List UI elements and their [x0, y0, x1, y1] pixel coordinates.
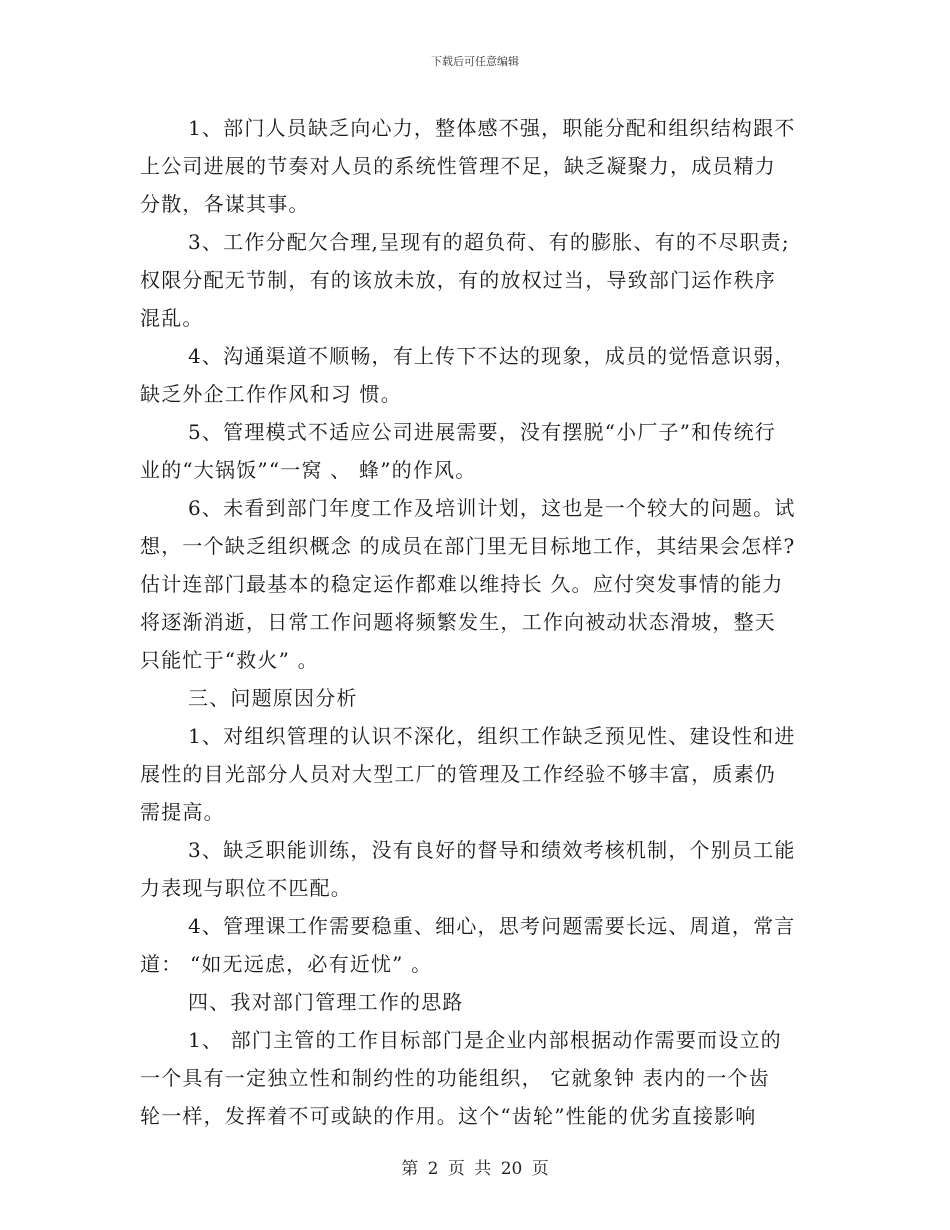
- text-line: 想，一个缺乏组织概念 的成员在部门里无目标地工作，其结果会怎样?: [140, 534, 796, 558]
- text-line: 展性的目光部分人员对大型工厂的管理及工作经验不够丰富，质素仍: [140, 762, 776, 786]
- page-footer: 第 2 页 共 20 页: [401, 1159, 549, 1179]
- text-line: 四、我对部门管理工作的思路: [188, 990, 464, 1014]
- text-line: 4、沟通渠道不顺畅，有上传下不达的现象，成员的觉悟意识弱，: [188, 344, 796, 368]
- text-line: 5、管理模式不适应公司进展需要，没有摆脱“小厂子”和传统行: [188, 420, 776, 444]
- page-header: 下载后可任意编辑: [431, 55, 519, 68]
- text-line: 力表现与职位不匹配。: [140, 876, 352, 900]
- text-line: 1、部门人员缺乏向心力，整体感不强，职能分配和组织结构跟不: [188, 116, 796, 140]
- text-line: 三、问题原因分析: [188, 686, 358, 710]
- text-line: 6、未看到部门年度工作及培训计划，这也是一个较大的问题。试: [188, 496, 796, 520]
- text-line: 轮一样，发挥着不可或缺的作用。这个“齿轮”性能的优劣直接影响: [140, 1104, 757, 1128]
- text-line: 需提高。: [140, 800, 225, 824]
- text-line: 1、 部门主管的工作目标部门是企业内部根据动作需要而设立的: [188, 1028, 782, 1052]
- text-line: 只能忙于“救火” 。: [140, 648, 319, 672]
- text-line: 权限分配无节制，有的该放未放，有的放权过当，导致部门运作秩序: [140, 268, 776, 292]
- text-line: 道： “如无远虑，必有近忧” 。: [140, 952, 433, 976]
- text-line: 4、管理课工作需要稳重、细心，思考问题需要长远、周道，常言: [188, 914, 796, 938]
- text-line: 1、对组织管理的认识不深化，组织工作缺乏预见性、建设性和进: [188, 724, 796, 748]
- text-line: 3、缺乏职能训练，没有良好的督导和绩效考核机制，个别员工能: [188, 838, 796, 862]
- text-line: 上公司进展的节奏对人员的系统性管理不足，缺乏凝聚力，成员精力: [140, 154, 776, 178]
- text-line: 3、工作分配欠合理,呈现有的超负荷、有的膨胀、有的不尽职责;: [188, 230, 790, 254]
- text-line: 业的“大锅饭”“一窝 、 蜂”的作风。: [140, 458, 477, 482]
- text-line: 混乱。: [140, 306, 204, 330]
- text-line: 分散，各谋其事。: [140, 192, 310, 216]
- text-line: 将逐渐消逝，日常工作问题将频繁发生，工作向被动状态滑坡，整天: [140, 610, 776, 634]
- text-line: 缺乏外企工作作风和习 惯。: [140, 382, 402, 406]
- text-line: 一个具有一定独立性和制约性的功能组织， 它就象钟 表内的一个齿: [140, 1066, 770, 1090]
- text-line: 估计连部门最基本的稳定运作都难以维持长 久。应付突发事情的能力: [140, 572, 784, 596]
- document-body: [140, 109, 820, 1135]
